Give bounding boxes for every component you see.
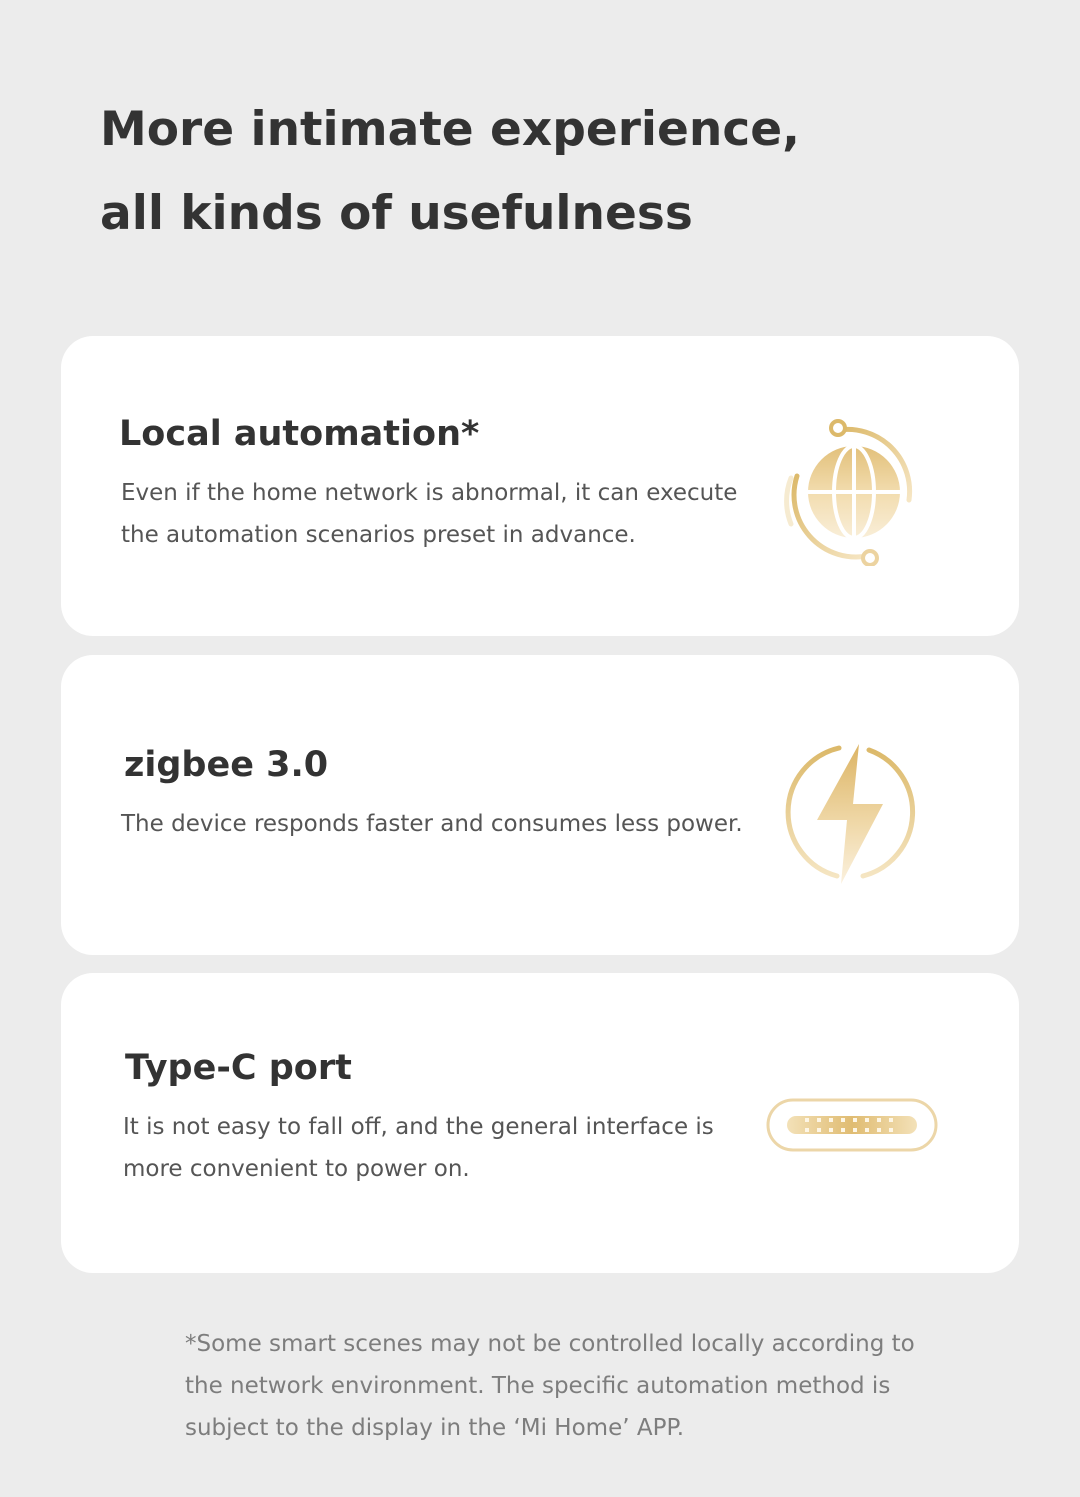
headline-line-2: all kinds of usefulness: [100, 186, 693, 241]
globe-network-icon: [777, 416, 927, 566]
feature-title: Type-C port: [125, 1048, 352, 1088]
feature-card-local-automation: [61, 336, 1019, 636]
feature-title: Local automation*: [119, 414, 480, 454]
footnote: *Some smart scenes may not be controlled locally according to the network environment. The specific automation method is subject to the display in the ‘Mi Home’ APP.: [185, 1331, 915, 1441]
feature-card-zigbee: [61, 655, 1019, 955]
feature-card-type-c: [61, 973, 1019, 1273]
page-headline: [100, 88, 1000, 256]
feature-description: The device responds faster and consumes less power.: [121, 811, 743, 837]
feature-title: zigbee 3.0: [124, 745, 329, 785]
lightning-bolt-icon: [777, 738, 927, 888]
headline-line-1: More intimate experience,: [100, 102, 800, 157]
feature-description: Even if the home network is abnormal, it can execute the automation scenarios preset in advance.: [121, 480, 738, 548]
usb-c-port-icon: [765, 1096, 939, 1156]
feature-description: It is not easy to fall off, and the general interface is more convenient to power on.: [123, 1114, 714, 1182]
